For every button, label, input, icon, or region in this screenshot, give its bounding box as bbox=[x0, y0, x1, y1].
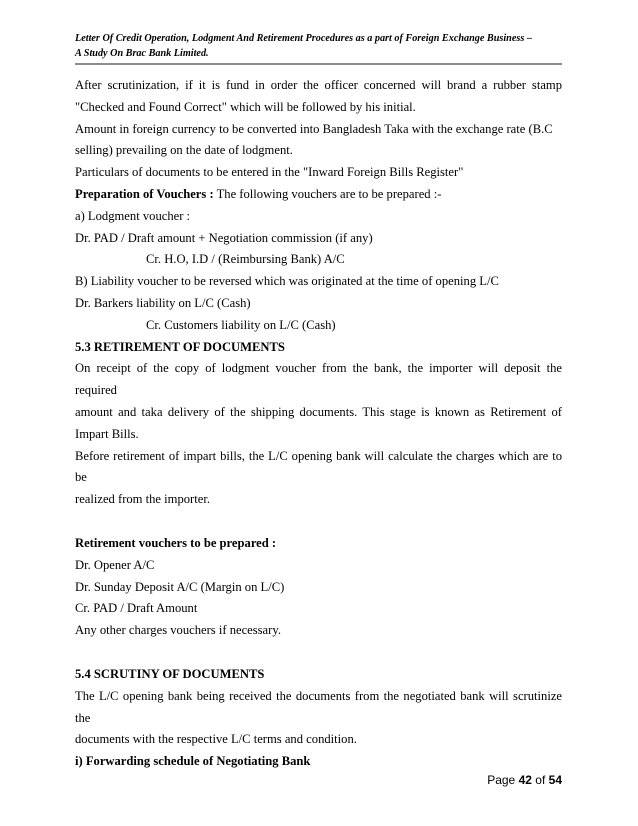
paragraph-charges-line-1: Before retirement of impart bills, the L/C opening bank will calculate the charges which are to be bbox=[75, 448, 562, 485]
other-charges-note: Any other charges vouchers if necessary. bbox=[75, 623, 281, 638]
paragraph-charges-line-2: realized from the importer. bbox=[75, 492, 210, 507]
debit-opener-entry: Dr. Opener A/C bbox=[75, 557, 155, 572]
header-title-line-2: A Study On Brac Bank Limited. bbox=[75, 48, 209, 59]
vouchers-heading: Preparation of Vouchers : bbox=[75, 186, 214, 201]
paragraph-scrutinization-line-2: "Checked and Found Correct" which will be followed by his initial. bbox=[75, 99, 416, 114]
credit-ho-entry: Cr. H.O, I.D / (Reimbursing Bank) A/C bbox=[146, 252, 345, 267]
running-header bbox=[75, 31, 562, 65]
forwarding-schedule-heading: i) Forwarding schedule of Negotiating Bank bbox=[75, 754, 311, 769]
of-label: of bbox=[535, 773, 546, 787]
retirement-vouchers-heading: Retirement vouchers to be prepared : bbox=[75, 535, 277, 550]
section-heading-retirement: 5.3 RETIREMENT OF DOCUMENTS bbox=[75, 339, 285, 354]
page-number: 42 bbox=[518, 773, 532, 787]
credit-pad-entry: Cr. PAD / Draft Amount bbox=[75, 601, 198, 616]
debit-pad-entry: Dr. PAD / Draft amount + Negotiation commission (if any) bbox=[75, 230, 373, 245]
document-body bbox=[75, 75, 562, 773]
paragraph-scrutinization-line-1: After scrutinization, if it is fund in order the officer concerned will brand a rubber stamp bbox=[75, 78, 562, 92]
vouchers-intro-text: The following vouchers are to be prepared :- bbox=[213, 186, 442, 201]
credit-customers-entry: Cr. Customers liability on L/C (Cash) bbox=[146, 317, 336, 332]
paragraph-conversion-line-2: selling) prevailing on the date of lodgment. bbox=[75, 143, 293, 158]
section-heading-scrutiny: 5.4 SCRUTINY OF DOCUMENTS bbox=[75, 666, 265, 681]
paragraph-retirement-line-3: Impart Bills. bbox=[75, 426, 139, 441]
spacer bbox=[75, 642, 562, 664]
debit-barkers-entry: Dr. Barkers liability on L/C (Cash) bbox=[75, 295, 251, 310]
total-pages: 54 bbox=[548, 773, 562, 787]
spacer bbox=[75, 511, 562, 533]
paragraph-retirement-line-1: On receipt of the copy of lodgment voucher from the bank, the importer will deposit the required bbox=[75, 361, 562, 398]
page-footer bbox=[487, 773, 562, 787]
paragraph-register: Particulars of documents to be entered in the "Inward Foreign Bills Register" bbox=[75, 165, 464, 180]
debit-sunday-deposit-entry: Dr. Sunday Deposit A/C (Margin on L/C) bbox=[75, 579, 285, 594]
paragraph-retirement-line-2: amount and taka delivery of the shipping documents. This stage is known as Retirement of bbox=[75, 404, 562, 419]
paragraph-conversion-line-1: Amount in foreign currency to be converted into Bangladesh Taka with the exchange rate (B.C bbox=[75, 121, 553, 136]
lodgment-voucher-label: a) Lodgment voucher : bbox=[75, 208, 191, 223]
header-title-line-1: Letter Of Credit Operation, Lodgment And Retirement Procedures as a part of Foreign Exchange Business – bbox=[75, 33, 532, 44]
paragraph-scrutiny-line-1: The L/C opening bank being received the documents from the negotiated bank will scrutinize the bbox=[75, 688, 562, 725]
page-label: Page bbox=[487, 773, 516, 787]
vouchers-intro bbox=[75, 184, 562, 206]
liability-voucher-label: B) Liability voucher to be reversed which was originated at the time of opening L/C bbox=[75, 274, 499, 289]
paragraph-scrutiny-line-2: documents with the respective L/C terms and condition. bbox=[75, 732, 357, 747]
